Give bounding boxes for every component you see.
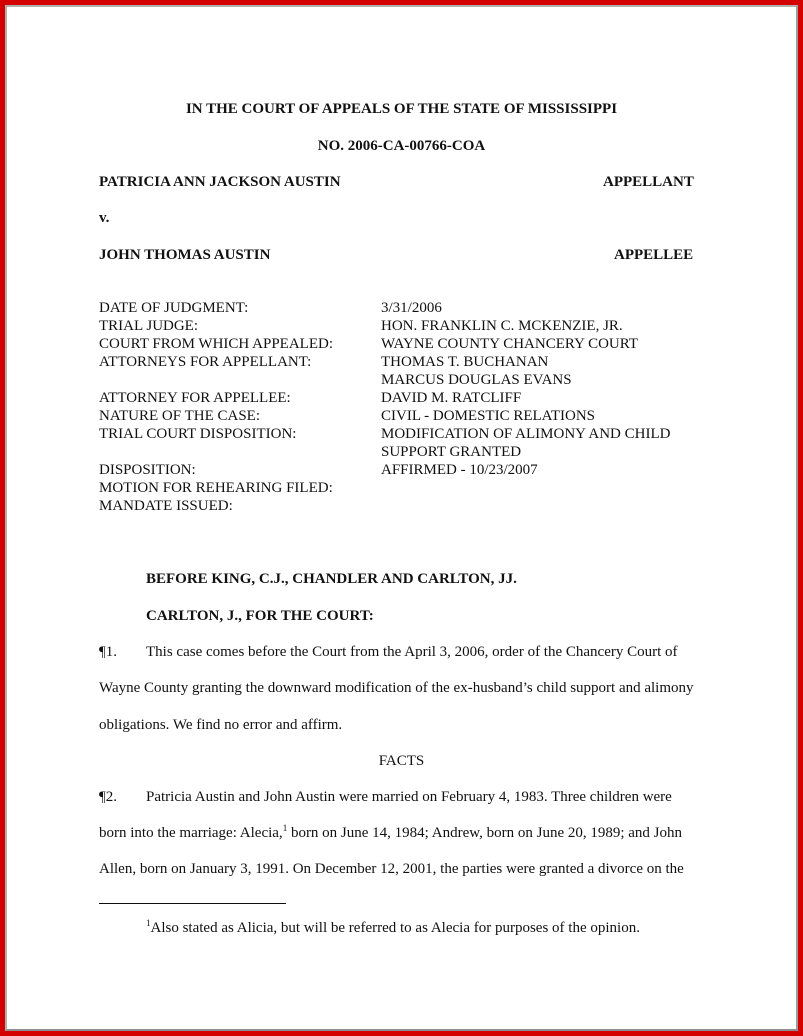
- footnote-number: 1: [146, 918, 151, 928]
- para2-line: [99, 824, 682, 842]
- footnote-rule: [99, 903, 286, 904]
- info-nature: [0, 407, 803, 425]
- info-label: NATURE OF THE CASE:: [99, 408, 260, 424]
- para1-marker: ¶1.: [99, 644, 118, 660]
- appellee-name: JOHN THOMAS AUSTIN: [99, 247, 271, 263]
- para1-line: Wayne County granting the downward modification of the ex-husband’s child support and alimony: [99, 680, 694, 696]
- appellant-role: APPELLANT: [603, 174, 694, 190]
- footnote-text: Also stated as Alicia, but will be referred to as Alecia for purposes of the opinion.: [150, 920, 640, 936]
- footnote: [146, 919, 640, 937]
- info-attorneys-appellant: [0, 353, 803, 371]
- info-label: MANDATE ISSUED:: [99, 498, 233, 514]
- para2-text: born on June 14, 1984; Andrew, born on June 20, 1989; and John: [287, 825, 683, 841]
- info-value: THOMAS T. BUCHANAN: [381, 354, 549, 370]
- info-value: 3/31/2006: [381, 300, 442, 316]
- info-label: COURT FROM WHICH APPEALED:: [99, 336, 333, 352]
- info-attorneys-appellant-2: [0, 371, 803, 389]
- facts-heading: FACTS: [378, 753, 425, 769]
- para1-line: This case comes before the Court from the April 3, 2006, order of the Chancery Court of: [146, 644, 678, 660]
- info-label: ATTORNEY FOR APPELLEE:: [99, 390, 291, 406]
- info-value: HON. FRANKLIN C. MCKENZIE, JR.: [381, 318, 623, 334]
- opinion-author: CARLTON, J., FOR THE COURT:: [146, 608, 374, 624]
- info-value: DAVID M. RATCLIFF: [381, 390, 522, 406]
- para2-marker: ¶2.: [99, 789, 118, 805]
- info-rehearing: [0, 479, 803, 497]
- info-date-of-judgment: [0, 299, 803, 317]
- info-value: CIVIL - DOMESTIC RELATIONS: [381, 408, 596, 424]
- info-value: SUPPORT GRANTED: [381, 444, 522, 460]
- versus: v.: [99, 210, 110, 226]
- info-trial-judge: [0, 317, 803, 335]
- info-label: ATTORNEYS FOR APPELLANT:: [99, 354, 312, 370]
- info-value: AFFIRMED - 10/23/2007: [381, 462, 538, 478]
- info-label: DISPOSITION:: [99, 462, 196, 478]
- para1-line: obligations. We find no error and affirm.: [99, 717, 343, 733]
- case-number: NO. 2006-CA-00766-COA: [317, 138, 486, 154]
- appellant-name: PATRICIA ANN JACKSON AUSTIN: [99, 174, 341, 190]
- info-label: TRIAL COURT DISPOSITION:: [99, 426, 297, 442]
- info-trial-disposition-2: [0, 443, 803, 461]
- info-value: WAYNE COUNTY CHANCERY COURT: [381, 336, 639, 352]
- info-value: MODIFICATION OF ALIMONY AND CHILD: [381, 426, 671, 442]
- footnote-ref: 1: [282, 823, 288, 833]
- info-attorney-appellee: [0, 389, 803, 407]
- info-label: MOTION FOR REHEARING FILED:: [99, 480, 333, 496]
- para2-line: Allen, born on January 3, 1991. On December 12, 2001, the parties were granted a divorce on the: [99, 861, 684, 877]
- para2-line: Patricia Austin and John Austin were married on February 4, 1983. Three children were: [146, 789, 672, 805]
- info-value: MARCUS DOUGLAS EVANS: [381, 372, 572, 388]
- info-label: TRIAL JUDGE:: [99, 318, 199, 334]
- info-trial-disposition: [0, 425, 803, 443]
- court-title: IN THE COURT OF APPEALS OF THE STATE OF MISSISSIPPI: [185, 101, 618, 117]
- info-court-appealed: [0, 335, 803, 353]
- panel-line: BEFORE KING, C.J., CHANDLER AND CARLTON, JJ.: [146, 571, 517, 587]
- appellee-role: APPELLEE: [614, 247, 694, 263]
- info-mandate: [0, 497, 803, 515]
- info-label: DATE OF JUDGMENT:: [99, 300, 249, 316]
- info-disposition: [0, 461, 803, 479]
- para2-text: born into the marriage: Alecia,: [99, 825, 283, 841]
